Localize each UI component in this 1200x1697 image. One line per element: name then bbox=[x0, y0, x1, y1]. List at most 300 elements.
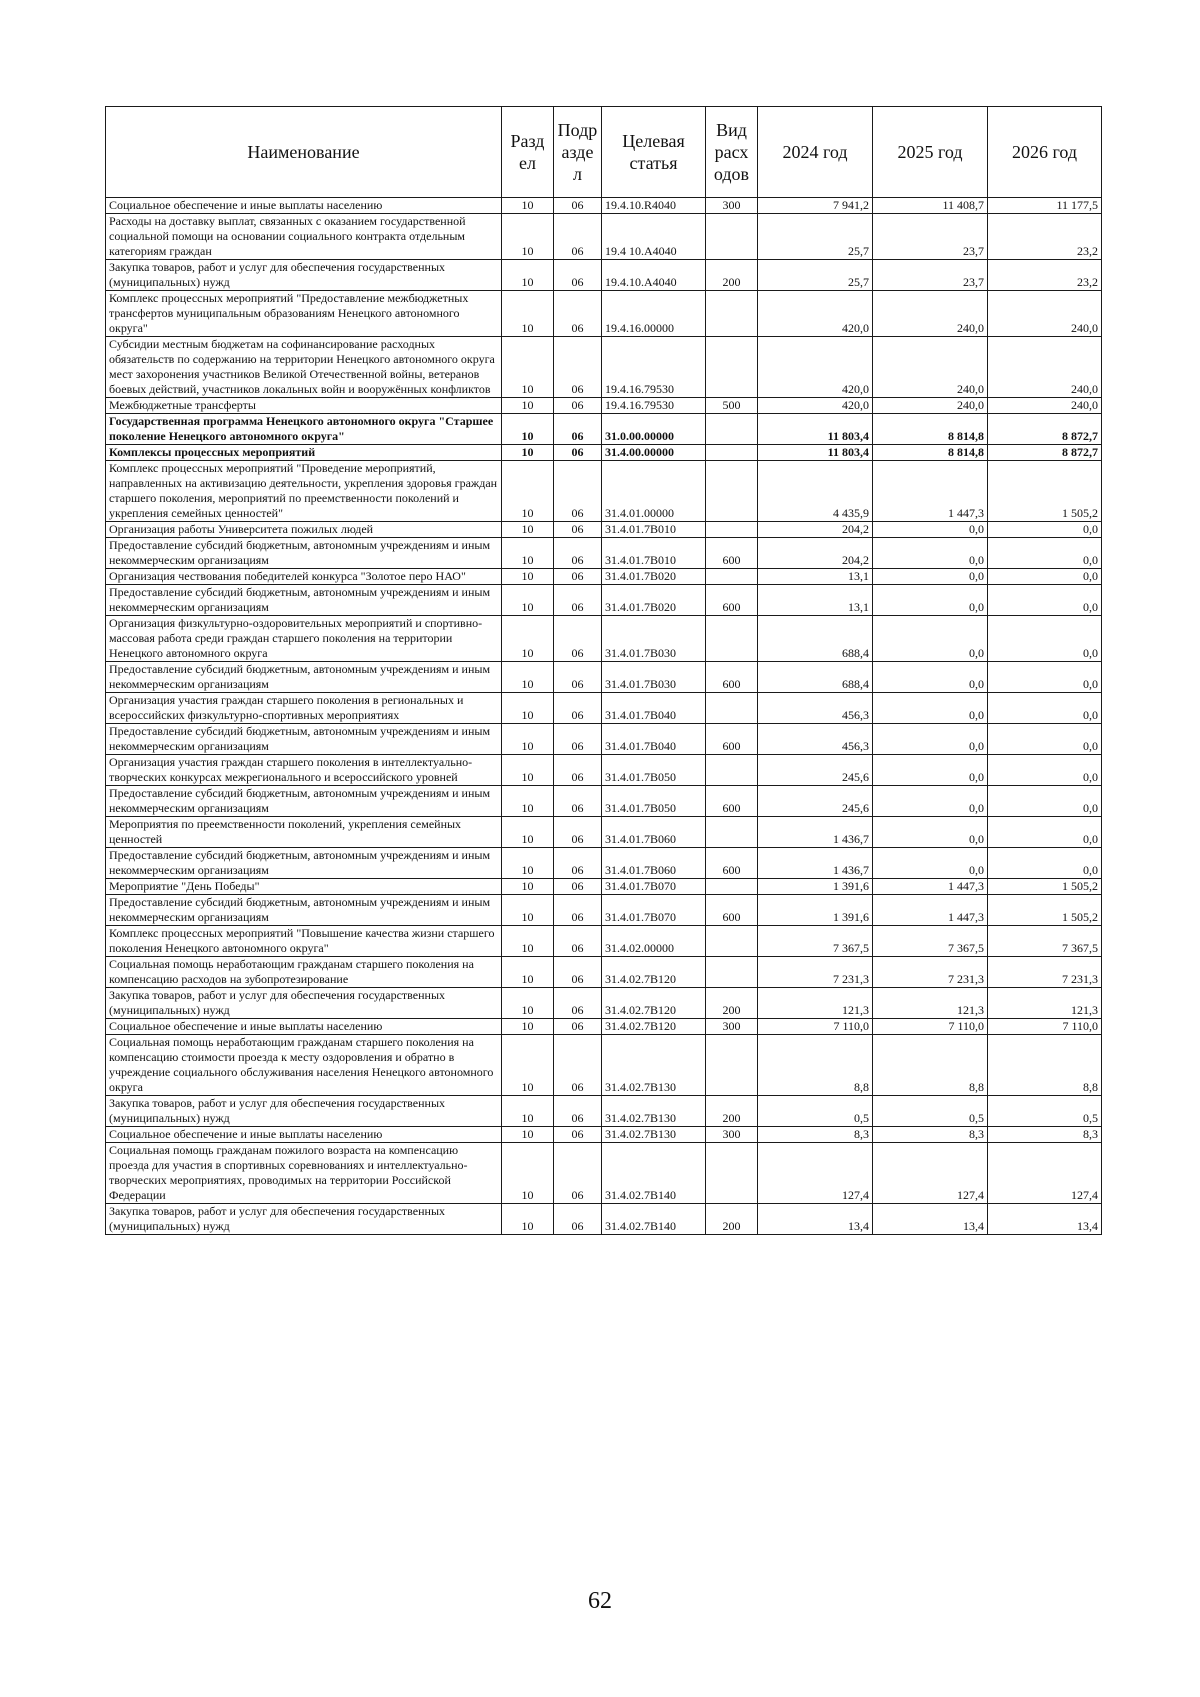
cell-razdel: 10 bbox=[502, 198, 554, 214]
cell-vid bbox=[706, 569, 758, 585]
table-row bbox=[106, 398, 1102, 414]
cell-2024: 8,8 bbox=[758, 1035, 873, 1096]
cell-2026: 7 367,5 bbox=[988, 926, 1102, 957]
cell-2026: 11 177,5 bbox=[988, 198, 1102, 214]
table-row bbox=[106, 848, 1102, 879]
cell-vid bbox=[706, 414, 758, 445]
cell-2025: 0,0 bbox=[873, 724, 988, 755]
cell-2026: 8,3 bbox=[988, 1127, 1102, 1143]
cell-2025: 121,3 bbox=[873, 988, 988, 1019]
cell-razdel: 10 bbox=[502, 755, 554, 786]
cell-name: Предоставление субсидий бюджетным, автономным учреждениям и иным некоммерческим организациям bbox=[106, 848, 502, 879]
cell-2026: 7 231,3 bbox=[988, 957, 1102, 988]
cell-podrazdel: 06 bbox=[554, 1035, 602, 1096]
cell-vid bbox=[706, 926, 758, 957]
table-row bbox=[106, 461, 1102, 522]
cell-name: Социальная помощь неработающим гражданам старшего поколения на компенсацию стоимости проезда к месту оздоровления и обратно в учреждение социального обслуживания населения Ненецкого автономного округа bbox=[106, 1035, 502, 1096]
cell-2024: 1 436,7 bbox=[758, 848, 873, 879]
cell-2026: 0,0 bbox=[988, 786, 1102, 817]
table-row bbox=[106, 538, 1102, 569]
table-header-row bbox=[106, 107, 1102, 198]
cell-podrazdel: 06 bbox=[554, 414, 602, 445]
cell-2026: 0,0 bbox=[988, 616, 1102, 662]
table-row bbox=[106, 337, 1102, 398]
cell-2024: 1 436,7 bbox=[758, 817, 873, 848]
cell-name: Организация чествования победителей конкурса "Золотое перо НАО" bbox=[106, 569, 502, 585]
cell-target: 31.4.01.7B060 bbox=[602, 817, 706, 848]
table-row bbox=[106, 693, 1102, 724]
cell-name: Организация физкультурно-оздоровительных мероприятий и спортивно-массовая работа среди граждан старшего поколения на территории Ненецкого автономного округа bbox=[106, 616, 502, 662]
cell-2026: 240,0 bbox=[988, 291, 1102, 337]
cell-vid bbox=[706, 337, 758, 398]
cell-podrazdel: 06 bbox=[554, 616, 602, 662]
cell-2024: 13,1 bbox=[758, 585, 873, 616]
cell-target: 31.4.01.7B030 bbox=[602, 662, 706, 693]
cell-2024: 456,3 bbox=[758, 693, 873, 724]
cell-razdel: 10 bbox=[502, 1096, 554, 1127]
cell-target: 31.4.02.7B120 bbox=[602, 1019, 706, 1035]
cell-2024: 204,2 bbox=[758, 522, 873, 538]
cell-name: Предоставление субсидий бюджетным, автономным учреждениям и иным некоммерческим организациям bbox=[106, 724, 502, 755]
cell-2025: 23,7 bbox=[873, 214, 988, 260]
cell-target: 31.4.01.7B020 bbox=[602, 569, 706, 585]
cell-2024: 7 110,0 bbox=[758, 1019, 873, 1035]
cell-2025: 11 408,7 bbox=[873, 198, 988, 214]
cell-podrazdel: 06 bbox=[554, 445, 602, 461]
cell-podrazdel: 06 bbox=[554, 1096, 602, 1127]
cell-2025: 7 367,5 bbox=[873, 926, 988, 957]
cell-podrazdel: 06 bbox=[554, 198, 602, 214]
cell-target: 19.4.10.R4040 bbox=[602, 198, 706, 214]
table-row bbox=[106, 522, 1102, 538]
cell-2025: 8,8 bbox=[873, 1035, 988, 1096]
cell-2025: 7 231,3 bbox=[873, 957, 988, 988]
cell-name: Комплексы процессных мероприятий bbox=[106, 445, 502, 461]
table-row bbox=[106, 260, 1102, 291]
cell-target: 31.4.01.7B040 bbox=[602, 693, 706, 724]
cell-2024: 13,4 bbox=[758, 1204, 873, 1235]
cell-podrazdel: 06 bbox=[554, 895, 602, 926]
cell-2025: 13,4 bbox=[873, 1204, 988, 1235]
cell-2026: 23,2 bbox=[988, 260, 1102, 291]
cell-2026: 121,3 bbox=[988, 988, 1102, 1019]
cell-podrazdel: 06 bbox=[554, 926, 602, 957]
cell-target: 31.4.01.7B070 bbox=[602, 895, 706, 926]
cell-razdel: 10 bbox=[502, 662, 554, 693]
cell-2025: 240,0 bbox=[873, 337, 988, 398]
cell-2024: 7 367,5 bbox=[758, 926, 873, 957]
cell-name: Предоставление субсидий бюджетным, автономным учреждениям и иным некоммерческим организациям bbox=[106, 786, 502, 817]
cell-razdel: 10 bbox=[502, 1127, 554, 1143]
table-row bbox=[106, 926, 1102, 957]
header-2026: 2026 год bbox=[988, 107, 1102, 198]
cell-razdel: 10 bbox=[502, 445, 554, 461]
cell-2025: 127,4 bbox=[873, 1143, 988, 1204]
cell-name: Комплекс процессных мероприятий "Предоставление межбюджетных трансфертов муниципальным образованиям Ненецкого автономного округа" bbox=[106, 291, 502, 337]
cell-2026: 8 872,7 bbox=[988, 414, 1102, 445]
cell-target: 31.4.02.7B130 bbox=[602, 1096, 706, 1127]
cell-target: 31.4.01.7B050 bbox=[602, 786, 706, 817]
cell-podrazdel: 06 bbox=[554, 260, 602, 291]
cell-2025: 0,0 bbox=[873, 848, 988, 879]
cell-name: Социальная помощь гражданам пожилого возраста на компенсацию проезда для участия в спортивных соревнованиях и интеллектуально-творческих мероприятиях, проводимых на территории Российской Федерации bbox=[106, 1143, 502, 1204]
table-row bbox=[106, 1096, 1102, 1127]
table-row bbox=[106, 662, 1102, 693]
table-body bbox=[106, 198, 1102, 1235]
table-row bbox=[106, 214, 1102, 260]
table-row bbox=[106, 585, 1102, 616]
header-target: Целевая статья bbox=[602, 107, 706, 198]
cell-2024: 121,3 bbox=[758, 988, 873, 1019]
cell-razdel: 10 bbox=[502, 895, 554, 926]
cell-2024: 4 435,9 bbox=[758, 461, 873, 522]
cell-name: Закупка товаров, работ и услуг для обеспечения государственных (муниципальных) нужд bbox=[106, 260, 502, 291]
cell-razdel: 10 bbox=[502, 926, 554, 957]
cell-2024: 127,4 bbox=[758, 1143, 873, 1204]
cell-2025: 8 814,8 bbox=[873, 414, 988, 445]
cell-razdel: 10 bbox=[502, 879, 554, 895]
cell-2026: 127,4 bbox=[988, 1143, 1102, 1204]
cell-vid: 600 bbox=[706, 724, 758, 755]
cell-2024: 7 941,2 bbox=[758, 198, 873, 214]
cell-vid bbox=[706, 957, 758, 988]
cell-vid bbox=[706, 1035, 758, 1096]
table-row bbox=[106, 198, 1102, 214]
cell-name: Субсидии местным бюджетам на софинансирование расходных обязательств по содержанию на территории Ненецкого автономного округа мест захоронения участников Великой Отечественной войны, ветеранов боевых действий, участников локальных войн и вооружённых конфликтов bbox=[106, 337, 502, 398]
cell-target: 31.4.01.00000 bbox=[602, 461, 706, 522]
cell-vid: 200 bbox=[706, 1204, 758, 1235]
cell-podrazdel: 06 bbox=[554, 569, 602, 585]
cell-podrazdel: 06 bbox=[554, 1127, 602, 1143]
cell-target: 31.4.01.7B020 bbox=[602, 585, 706, 616]
cell-2024: 13,1 bbox=[758, 569, 873, 585]
table-row bbox=[106, 616, 1102, 662]
cell-razdel: 10 bbox=[502, 1019, 554, 1035]
cell-razdel: 10 bbox=[502, 693, 554, 724]
cell-name: Закупка товаров, работ и услуг для обеспечения государственных (муниципальных) нужд bbox=[106, 1096, 502, 1127]
cell-razdel: 10 bbox=[502, 461, 554, 522]
cell-razdel: 10 bbox=[502, 1035, 554, 1096]
cell-razdel: 10 bbox=[502, 848, 554, 879]
cell-razdel: 10 bbox=[502, 957, 554, 988]
cell-vid bbox=[706, 1143, 758, 1204]
cell-podrazdel: 06 bbox=[554, 538, 602, 569]
cell-name: Организация работы Университета пожилых людей bbox=[106, 522, 502, 538]
cell-razdel: 10 bbox=[502, 724, 554, 755]
cell-2024: 204,2 bbox=[758, 538, 873, 569]
cell-2025: 0,0 bbox=[873, 662, 988, 693]
cell-2025: 1 447,3 bbox=[873, 895, 988, 926]
cell-2024: 245,6 bbox=[758, 755, 873, 786]
cell-name: Социальное обеспечение и иные выплаты населению bbox=[106, 1127, 502, 1143]
cell-razdel: 10 bbox=[502, 569, 554, 585]
cell-vid: 200 bbox=[706, 1096, 758, 1127]
cell-name: Мероприятие "День Победы" bbox=[106, 879, 502, 895]
cell-name: Межбюджетные трансферты bbox=[106, 398, 502, 414]
cell-target: 19.4.16.79530 bbox=[602, 398, 706, 414]
cell-target: 19.4 10.A4040 bbox=[602, 214, 706, 260]
header-razdel: Разд ел bbox=[502, 107, 554, 198]
table-row bbox=[106, 1143, 1102, 1204]
cell-2024: 11 803,4 bbox=[758, 445, 873, 461]
cell-name: Организация участия граждан старшего поколения в региональных и всероссийских физкультурно-спортивных мероприятиях bbox=[106, 693, 502, 724]
cell-podrazdel: 06 bbox=[554, 879, 602, 895]
cell-2024: 25,7 bbox=[758, 260, 873, 291]
cell-razdel: 10 bbox=[502, 214, 554, 260]
cell-name: Государственная программа Ненецкого автономного округа "Старшее поколение Ненецкого автономного округа" bbox=[106, 414, 502, 445]
table-row bbox=[106, 291, 1102, 337]
cell-2026: 0,0 bbox=[988, 817, 1102, 848]
cell-target: 19.4.10.A4040 bbox=[602, 260, 706, 291]
cell-vid: 300 bbox=[706, 1019, 758, 1035]
cell-vid: 200 bbox=[706, 988, 758, 1019]
cell-podrazdel: 06 bbox=[554, 585, 602, 616]
cell-2026: 1 505,2 bbox=[988, 895, 1102, 926]
table-row bbox=[106, 879, 1102, 895]
header-podrazdel: Подр азде л bbox=[554, 107, 602, 198]
cell-name: Закупка товаров, работ и услуг для обеспечения государственных (муниципальных) нужд bbox=[106, 1204, 502, 1235]
cell-2026: 0,0 bbox=[988, 724, 1102, 755]
cell-2025: 1 447,3 bbox=[873, 879, 988, 895]
cell-2026: 0,0 bbox=[988, 538, 1102, 569]
table-row bbox=[106, 988, 1102, 1019]
cell-name: Социальное обеспечение и иные выплаты населению bbox=[106, 198, 502, 214]
cell-target: 31.4.01.7B050 bbox=[602, 755, 706, 786]
cell-razdel: 10 bbox=[502, 398, 554, 414]
cell-razdel: 10 bbox=[502, 585, 554, 616]
cell-target: 19.4.16.00000 bbox=[602, 291, 706, 337]
cell-razdel: 10 bbox=[502, 1204, 554, 1235]
cell-name: Предоставление субсидий бюджетным, автономным учреждениям и иным некоммерческим организациям bbox=[106, 538, 502, 569]
cell-2026: 0,5 bbox=[988, 1096, 1102, 1127]
cell-2025: 240,0 bbox=[873, 398, 988, 414]
table-row bbox=[106, 1204, 1102, 1235]
cell-2025: 1 447,3 bbox=[873, 461, 988, 522]
cell-2026: 240,0 bbox=[988, 337, 1102, 398]
cell-podrazdel: 06 bbox=[554, 1143, 602, 1204]
table-row bbox=[106, 817, 1102, 848]
cell-2025: 0,0 bbox=[873, 817, 988, 848]
cell-razdel: 10 bbox=[502, 988, 554, 1019]
cell-2024: 8,3 bbox=[758, 1127, 873, 1143]
table-row bbox=[106, 569, 1102, 585]
cell-name: Предоставление субсидий бюджетным, автономным учреждениям и иным некоммерческим организациям bbox=[106, 585, 502, 616]
cell-razdel: 10 bbox=[502, 616, 554, 662]
table-row bbox=[106, 1019, 1102, 1035]
cell-vid: 600 bbox=[706, 662, 758, 693]
cell-2024: 1 391,6 bbox=[758, 895, 873, 926]
cell-2024: 420,0 bbox=[758, 337, 873, 398]
cell-razdel: 10 bbox=[502, 538, 554, 569]
cell-2024: 0,5 bbox=[758, 1096, 873, 1127]
cell-2025: 240,0 bbox=[873, 291, 988, 337]
table-row bbox=[106, 1035, 1102, 1096]
cell-2025: 0,5 bbox=[873, 1096, 988, 1127]
cell-razdel: 10 bbox=[502, 522, 554, 538]
cell-vid: 600 bbox=[706, 585, 758, 616]
cell-vid: 200 bbox=[706, 260, 758, 291]
cell-name: Социальная помощь неработающим гражданам старшего поколения на компенсацию расходов на зубопротезирование bbox=[106, 957, 502, 988]
cell-2025: 0,0 bbox=[873, 538, 988, 569]
table-row bbox=[106, 895, 1102, 926]
cell-2026: 23,2 bbox=[988, 214, 1102, 260]
cell-2024: 688,4 bbox=[758, 662, 873, 693]
cell-vid bbox=[706, 755, 758, 786]
cell-target: 31.4.02.7B120 bbox=[602, 957, 706, 988]
cell-podrazdel: 06 bbox=[554, 398, 602, 414]
cell-2026: 1 505,2 bbox=[988, 879, 1102, 895]
cell-target: 31.4.02.7B120 bbox=[602, 988, 706, 1019]
cell-2026: 0,0 bbox=[988, 662, 1102, 693]
cell-target: 31.0.00.00000 bbox=[602, 414, 706, 445]
cell-2024: 11 803,4 bbox=[758, 414, 873, 445]
cell-target: 31.4.02.00000 bbox=[602, 926, 706, 957]
cell-2025: 0,0 bbox=[873, 755, 988, 786]
table-row bbox=[106, 445, 1102, 461]
cell-podrazdel: 06 bbox=[554, 988, 602, 1019]
cell-podrazdel: 06 bbox=[554, 337, 602, 398]
cell-vid bbox=[706, 879, 758, 895]
cell-podrazdel: 06 bbox=[554, 786, 602, 817]
header-2024: 2024 год bbox=[758, 107, 873, 198]
cell-podrazdel: 06 bbox=[554, 662, 602, 693]
cell-2026: 7 110,0 bbox=[988, 1019, 1102, 1035]
cell-podrazdel: 06 bbox=[554, 848, 602, 879]
cell-target: 31.4.02.7B140 bbox=[602, 1143, 706, 1204]
cell-vid bbox=[706, 693, 758, 724]
cell-razdel: 10 bbox=[502, 786, 554, 817]
header-2025: 2025 год bbox=[873, 107, 988, 198]
cell-vid bbox=[706, 817, 758, 848]
cell-razdel: 10 bbox=[502, 260, 554, 291]
cell-2025: 8 814,8 bbox=[873, 445, 988, 461]
cell-name: Предоставление субсидий бюджетным, автономным учреждениям и иным некоммерческим организациям bbox=[106, 895, 502, 926]
cell-vid: 500 bbox=[706, 398, 758, 414]
cell-2024: 420,0 bbox=[758, 398, 873, 414]
cell-vid: 300 bbox=[706, 1127, 758, 1143]
cell-name: Закупка товаров, работ и услуг для обеспечения государственных (муниципальных) нужд bbox=[106, 988, 502, 1019]
cell-podrazdel: 06 bbox=[554, 724, 602, 755]
table-row bbox=[106, 1127, 1102, 1143]
cell-2025: 0,0 bbox=[873, 786, 988, 817]
cell-2026: 0,0 bbox=[988, 569, 1102, 585]
cell-2025: 7 110,0 bbox=[873, 1019, 988, 1035]
cell-name: Комплекс процессных мероприятий "Повышение качества жизни старшего поколения Ненецкого автономного округа" bbox=[106, 926, 502, 957]
header-name: Наименование bbox=[106, 107, 502, 198]
cell-podrazdel: 06 bbox=[554, 1204, 602, 1235]
cell-2024: 420,0 bbox=[758, 291, 873, 337]
cell-vid: 600 bbox=[706, 538, 758, 569]
cell-name: Организация участия граждан старшего поколения в интеллектуально-творческих конкурсах межрегионального и всероссийского уровней bbox=[106, 755, 502, 786]
cell-podrazdel: 06 bbox=[554, 1019, 602, 1035]
cell-vid: 300 bbox=[706, 198, 758, 214]
cell-vid: 600 bbox=[706, 848, 758, 879]
cell-podrazdel: 06 bbox=[554, 817, 602, 848]
cell-target: 31.4.01.7B040 bbox=[602, 724, 706, 755]
cell-name: Комплекс процессных мероприятий "Проведение мероприятий, направленных на активизацию деятельности, укрепления здоровья граждан старшего поколения, мероприятий по преемственности поколений и укрепления семейных ценностей" bbox=[106, 461, 502, 522]
cell-podrazdel: 06 bbox=[554, 291, 602, 337]
cell-razdel: 10 bbox=[502, 817, 554, 848]
cell-2024: 7 231,3 bbox=[758, 957, 873, 988]
cell-2026: 0,0 bbox=[988, 522, 1102, 538]
cell-target: 31.4.01.7B070 bbox=[602, 879, 706, 895]
cell-target: 31.4.01.7B030 bbox=[602, 616, 706, 662]
cell-vid: 600 bbox=[706, 786, 758, 817]
cell-2026: 0,0 bbox=[988, 848, 1102, 879]
cell-2025: 0,0 bbox=[873, 616, 988, 662]
cell-2026: 0,0 bbox=[988, 693, 1102, 724]
cell-2025: 0,0 bbox=[873, 693, 988, 724]
cell-vid: 600 bbox=[706, 895, 758, 926]
cell-target: 19.4.16.79530 bbox=[602, 337, 706, 398]
cell-2024: 25,7 bbox=[758, 214, 873, 260]
cell-vid bbox=[706, 214, 758, 260]
cell-razdel: 10 bbox=[502, 1143, 554, 1204]
cell-target: 31.4.01.7B060 bbox=[602, 848, 706, 879]
cell-target: 31.4.02.7B140 bbox=[602, 1204, 706, 1235]
table-row bbox=[106, 957, 1102, 988]
cell-podrazdel: 06 bbox=[554, 461, 602, 522]
cell-podrazdel: 06 bbox=[554, 957, 602, 988]
cell-target: 31.4.02.7B130 bbox=[602, 1127, 706, 1143]
cell-2026: 8 872,7 bbox=[988, 445, 1102, 461]
cell-2026: 240,0 bbox=[988, 398, 1102, 414]
cell-name: Предоставление субсидий бюджетным, автономным учреждениям и иным некоммерческим организациям bbox=[106, 662, 502, 693]
cell-target: 31.4.01.7B010 bbox=[602, 522, 706, 538]
cell-vid bbox=[706, 291, 758, 337]
cell-2025: 0,0 bbox=[873, 569, 988, 585]
cell-2026: 13,4 bbox=[988, 1204, 1102, 1235]
cell-name: Расходы на доставку выплат, связанных с оказанием государственной социальной помощи на основании социального контракта отдельным категориям граждан bbox=[106, 214, 502, 260]
table-row bbox=[106, 786, 1102, 817]
cell-vid bbox=[706, 461, 758, 522]
cell-razdel: 10 bbox=[502, 291, 554, 337]
cell-podrazdel: 06 bbox=[554, 214, 602, 260]
cell-target: 31.4.00.00000 bbox=[602, 445, 706, 461]
cell-2025: 0,0 bbox=[873, 522, 988, 538]
cell-name: Мероприятия по преемственности поколений, укрепления семейных ценностей bbox=[106, 817, 502, 848]
cell-2026: 1 505,2 bbox=[988, 461, 1102, 522]
cell-2026: 8,8 bbox=[988, 1035, 1102, 1096]
table-row bbox=[106, 414, 1102, 445]
budget-table bbox=[105, 106, 1102, 1235]
cell-target: 31.4.02.7B130 bbox=[602, 1035, 706, 1096]
header-vid: Вид расх одов bbox=[706, 107, 758, 198]
cell-2024: 1 391,6 bbox=[758, 879, 873, 895]
cell-vid bbox=[706, 445, 758, 461]
cell-2025: 8,3 bbox=[873, 1127, 988, 1143]
cell-2024: 456,3 bbox=[758, 724, 873, 755]
cell-razdel: 10 bbox=[502, 337, 554, 398]
cell-name: Социальное обеспечение и иные выплаты населению bbox=[106, 1019, 502, 1035]
cell-2024: 245,6 bbox=[758, 786, 873, 817]
cell-podrazdel: 06 bbox=[554, 522, 602, 538]
cell-2026: 0,0 bbox=[988, 755, 1102, 786]
cell-2025: 0,0 bbox=[873, 585, 988, 616]
page-number: 62 bbox=[588, 1588, 612, 1614]
cell-2025: 23,7 bbox=[873, 260, 988, 291]
cell-vid bbox=[706, 616, 758, 662]
cell-podrazdel: 06 bbox=[554, 755, 602, 786]
cell-podrazdel: 06 bbox=[554, 693, 602, 724]
cell-2024: 688,4 bbox=[758, 616, 873, 662]
cell-razdel: 10 bbox=[502, 414, 554, 445]
cell-vid bbox=[706, 522, 758, 538]
cell-2026: 0,0 bbox=[988, 585, 1102, 616]
cell-target: 31.4.01.7B010 bbox=[602, 538, 706, 569]
table-row bbox=[106, 755, 1102, 786]
table-row bbox=[106, 724, 1102, 755]
